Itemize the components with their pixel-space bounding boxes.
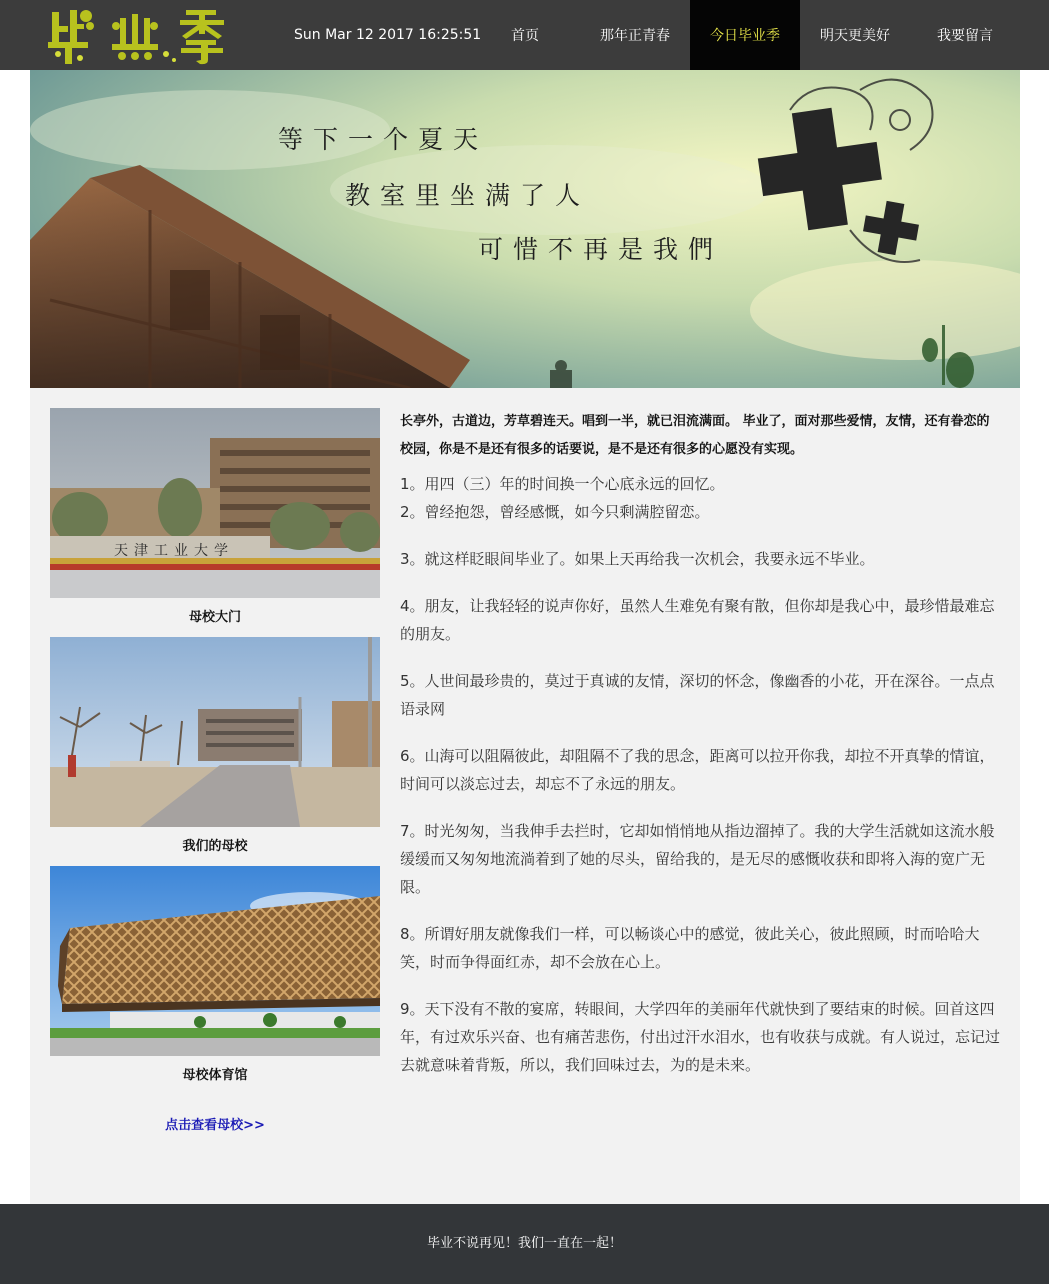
caption-school-gate: 母校大门 (188, 610, 241, 625)
article-paragraph-1: 1。用四（三）年的时间换一个心底永远的回忆。 (400, 475, 725, 493)
nav-item-home[interactable]: 首页 (511, 28, 539, 44)
gallery-photo-gate[interactable] (50, 408, 380, 598)
photo-gymnasium (50, 866, 380, 1056)
view-school-link[interactable]: 点击查看母校>> (165, 1118, 265, 1133)
banner-line-3: 可惜不再是我們 (478, 235, 724, 264)
article-paragraph-9: 9。天下没有不散的宴席，转眼间，大学四年的美丽年代就快到了要结束的时候。回首这四年，有过欢乐兴奋、也有痛苦悲伤，付出过汗水泪水，也有收获与成就。有人说过，忘记过去就意味着背叛，所以，我们回味过去，为的是未来。 (400, 1000, 1001, 1074)
article-paragraph-6: 6。山海可以阻隔彼此，却阻隔不了我的思念，距离可以拉开你我，却拉不开真挚的情谊，时间可以淡忘过去，却忘不了永远的朋友。 (400, 747, 995, 793)
gallery-photo-campus[interactable] (50, 637, 380, 827)
article-paragraph-3: 3。就这样眨眼间毕业了。如果上天再给我一次机会，我要永远不毕业。 (400, 550, 875, 568)
caption-gymnasium: 母校体育馆 (182, 1068, 248, 1083)
banner-line-2: 教室里坐满了人 (345, 181, 591, 210)
photo-campus-road (50, 637, 380, 827)
gate-sign-text: 天津工业大学 (114, 543, 234, 559)
date-time-display: Sun Mar 12 2017 16:25:51 (294, 27, 482, 43)
footer-bar (0, 1204, 1049, 1284)
article-paragraph-8: 8。所谓好朋友就像我们一样，可以畅谈心中的感觉，彼此关心，彼此照顾，时而哈哈大笑，时而争得面红赤，却不会放在心上。 (400, 925, 980, 971)
article-paragraph-2: 2。曾经抱怨，曾经感慨，如今只剩满腔留恋。 (400, 503, 710, 521)
main-nav (470, 0, 1020, 70)
main-content (30, 388, 1020, 1204)
photo-gallery (50, 408, 380, 1133)
article-intro: 长亭外，古道边，芳草碧连天。唱到一半，就已泪流满面。 毕业了，面对那些爱情，友情，还有眷恋的校园，你是不是还有很多的话要说，是不是还有很多的心愿没有实现。 (400, 414, 990, 457)
nav-item-message[interactable]: 我要留言 (937, 28, 993, 44)
article-paragraph-5: 5。人世间最珍贵的，莫过于真诚的友情，深切的怀念，像幽香的小花，开在深谷。一点点语录网 (400, 672, 995, 718)
gallery-photo-gym[interactable] (50, 866, 380, 1056)
nav-item-graduation[interactable]: 今日毕业季 (690, 0, 800, 70)
logo-image (46, 4, 236, 66)
banner-line-1: 等下一个夏天 (278, 125, 489, 154)
banner-image (30, 70, 1020, 388)
photo-school-gate (50, 408, 380, 598)
site-logo[interactable] (46, 4, 236, 66)
nav-item-youth[interactable]: 那年正青春 (600, 28, 670, 44)
header-bar (0, 0, 1049, 70)
nav-item-tomorrow[interactable]: 明天更美好 (820, 28, 890, 44)
hero-banner (30, 70, 1020, 388)
footer-text: 毕业不说再见！我们一直在一起！ (426, 1236, 622, 1251)
article-paragraph-7: 7。时光匆匆，当我伸手去拦时，它却如悄悄地从指边溜掉了。我的大学生活就如这流水般缓缓而又匆匆地流淌着到了她的尽头，留给我的，是无尽的感慨收获和即将入海的宽广无限。 (400, 822, 995, 896)
caption-our-school: 我们的母校 (182, 839, 248, 854)
article-paragraph-4: 4。朋友，让我轻轻的说声你好，虽然人生难免有聚有散，但你却是我心中，最珍惜最难忘的朋友。 (400, 597, 995, 643)
article (400, 408, 1000, 1098)
